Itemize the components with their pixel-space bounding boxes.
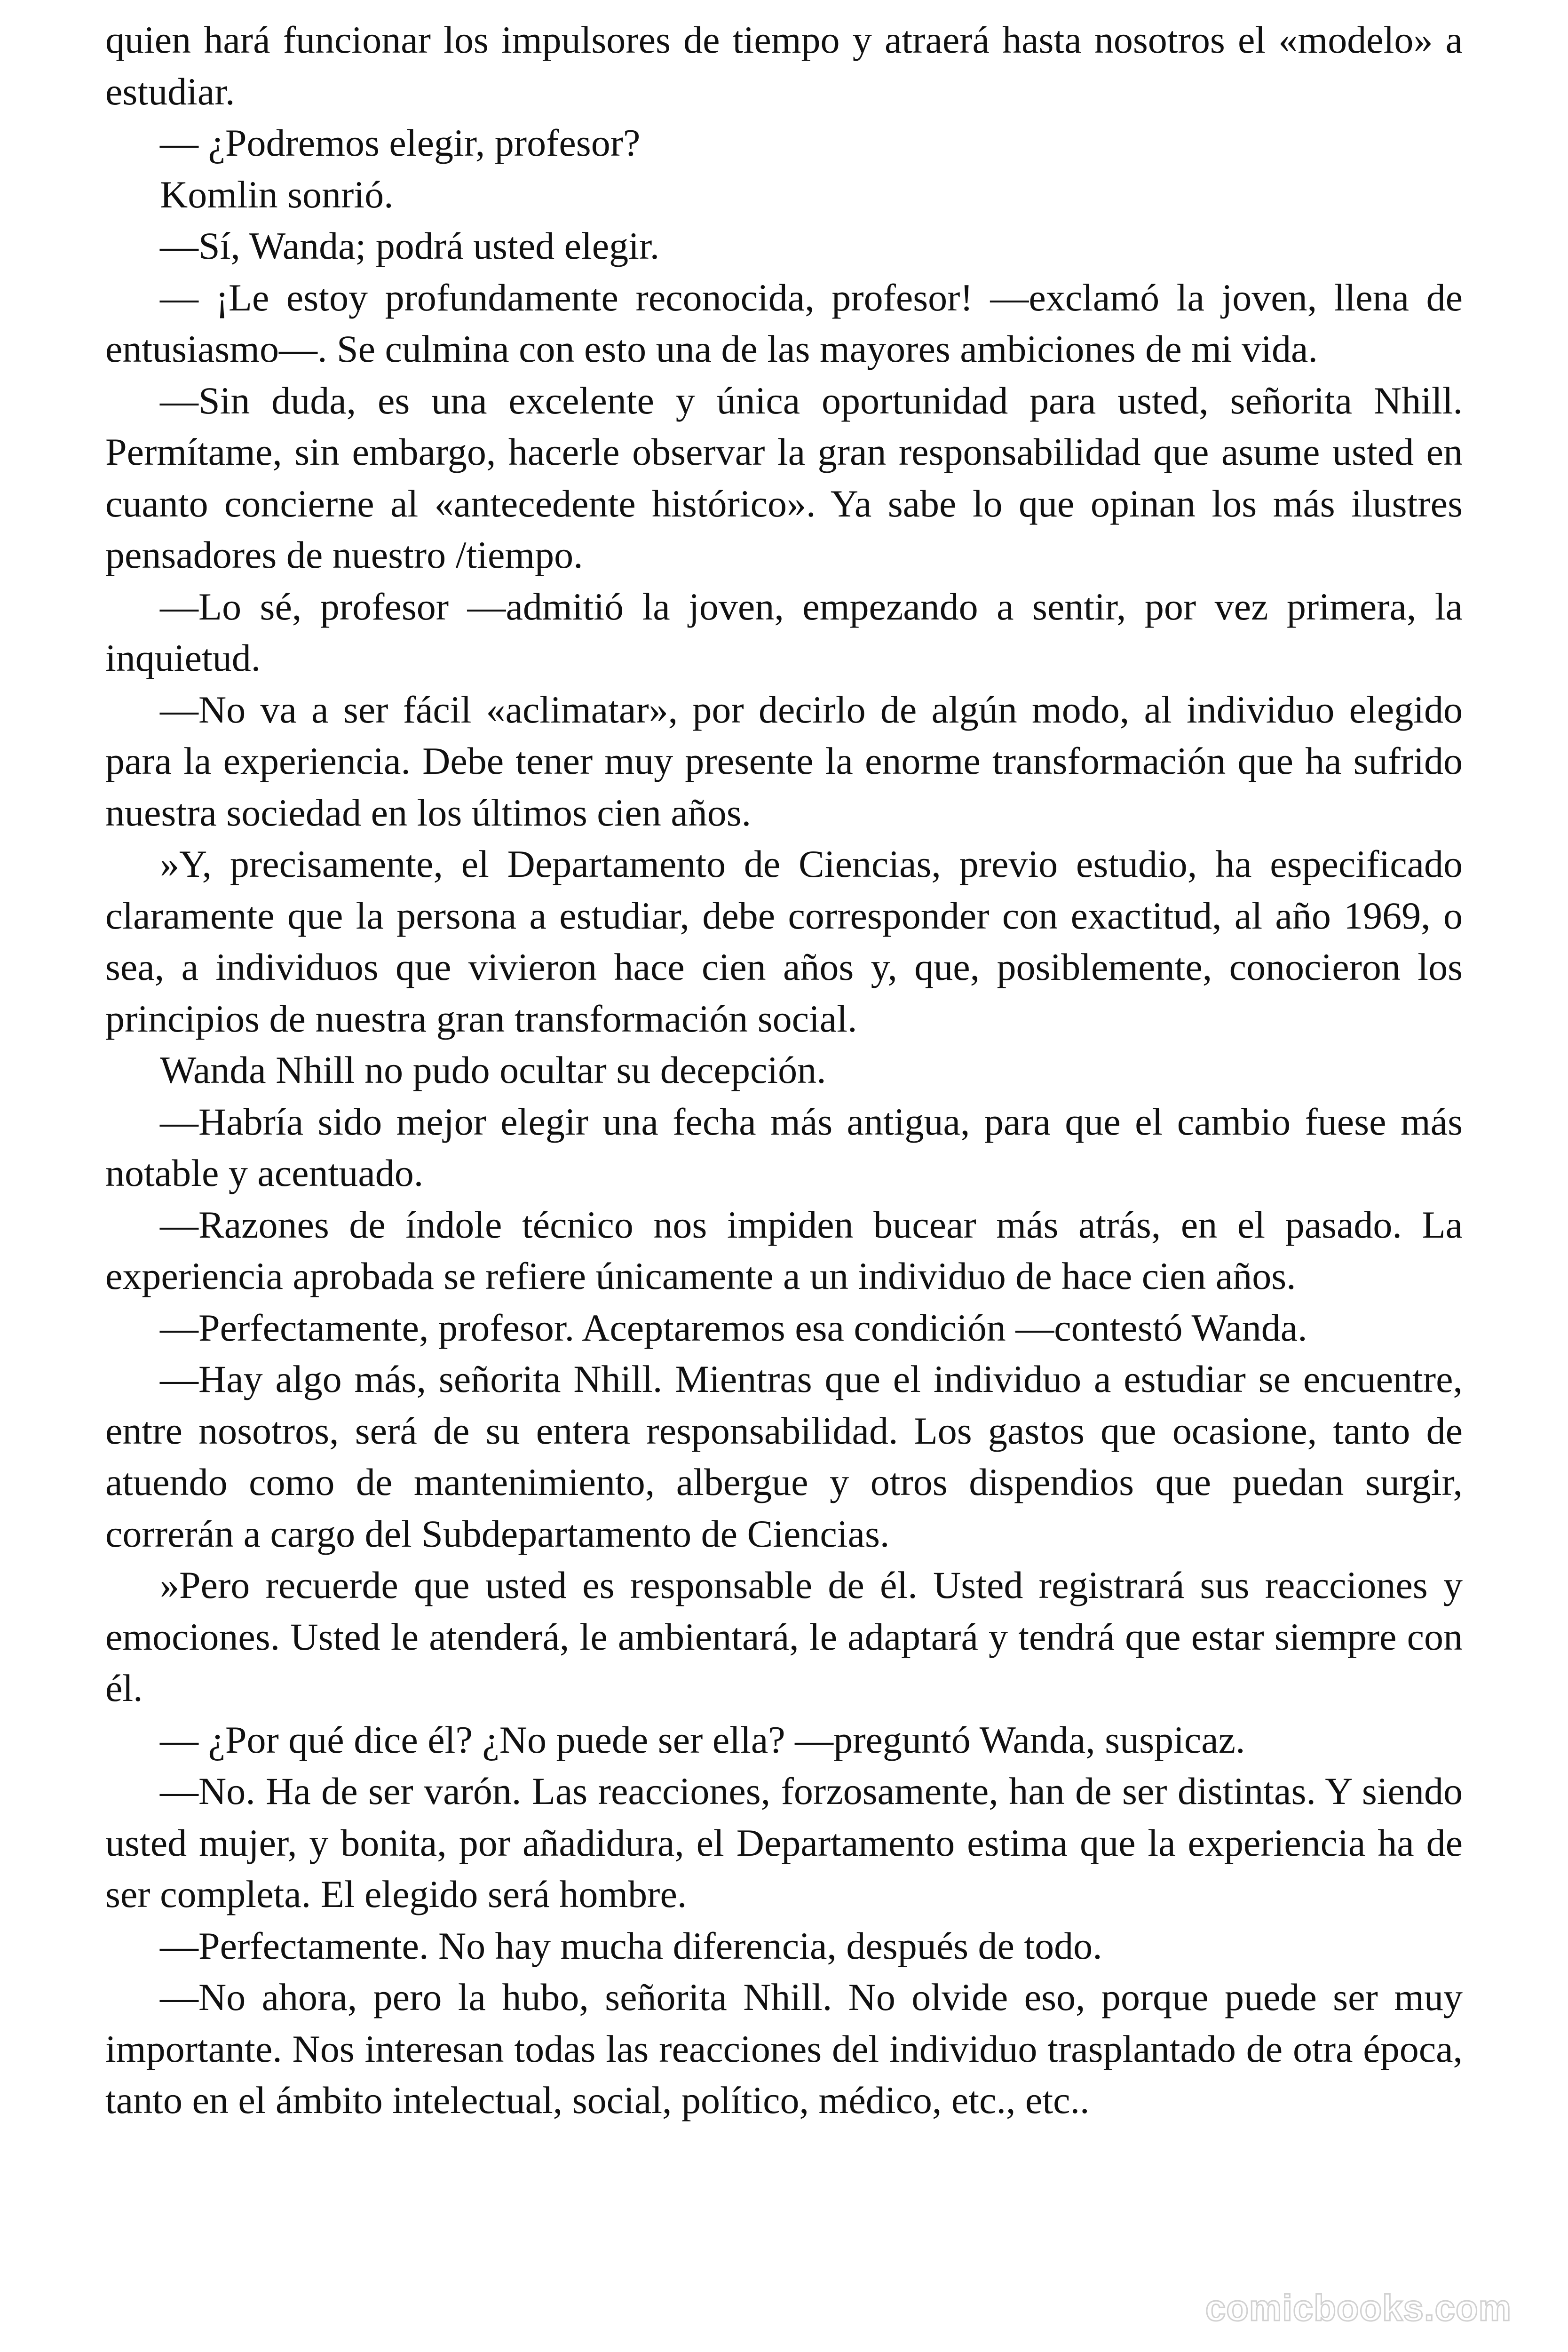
paragraph-17: —No. Ha de ser varón. Las reacciones, forzosamente, han de ser distintas. Y siendo usted mujer, y bonita, por añadidura, el Departamento estima que la experiencia ha de ser completa. El elegido será hombre. <box>105 1770 1463 1915</box>
paragraph-7: —Lo sé, profesor —admitió la joven, empezando a sentir, por vez primera, la inquietud. <box>105 585 1463 679</box>
paragraph-19: —No ahora, pero la hubo, señorita Nhill. No olvide eso, porque puede ser muy importante. Nos interesan todas las reacciones del individuo trasplantado de otra época, tanto en el ámbito intelectual, social, político, médico, etc., etc.. <box>105 1976 1463 2122</box>
paragraph-14: —Hay algo más, señorita Nhill. Mientras que el individuo a estudiar se encuentre, entre nosotros, será de su entera responsabilidad. Los gastos que ocasione, tanto de atuendo como de mantenimiento, albergue y otros dispendios que puedan surgir, correrán a cargo del Subdepartamento de Ciencias. <box>105 1358 1463 1555</box>
paragraph-8: —No va a ser fácil «aclimatar», por decirlo de algún modo, al individuo elegido para la experiencia. Debe tener muy presente la enorme transformación que ha sufrido nuestra sociedad en los últimos cien años. <box>105 688 1463 834</box>
paragraph-2: — ¿Podremos elegir, profesor? <box>160 121 641 164</box>
paragraph-9: »Y, precisamente, el Departamento de Ciencias, previo estudio, ha especificado claramente que la persona a estudiar, debe corresponder con exactitud, al año 1969, o sea, a individuos que vivieron hace cien años y, que, posiblemente, conocieron los principios de nuestra gran transformación social. <box>105 842 1463 1040</box>
paragraph-10: Wanda Nhill no pudo ocultar su decepción. <box>160 1049 826 1091</box>
paragraph-3: Komlin sonrió. <box>160 173 394 216</box>
paragraph-18: —Perfectamente. No hay mucha diferencia, después de todo. <box>160 1924 1102 1967</box>
paragraph-1: quien hará funcionar los impulsores de tiempo y atraerá hasta nosotros el «modelo» a estudiar. <box>105 18 1463 113</box>
paragraph-11: —Habría sido mejor elegir una fecha más antigua, para que el cambio fuese más notable y acentuado. <box>105 1100 1463 1194</box>
paragraph-4: —Sí, Wanda; podrá usted elegir. <box>160 224 660 267</box>
paragraph-13: —Perfectamente, profesor. Aceptaremos esa condición —contestó Wanda. <box>160 1306 1307 1349</box>
paragraph-15: »Pero recuerde que usted es responsable de él. Usted registrará sus reacciones y emociones. Usted le atenderá, le ambientará, le adaptará y tendrá que estar siempre con él. <box>105 1564 1463 1709</box>
book-page <box>105 14 1463 2126</box>
paragraph-6: —Sin duda, es una excelente y única oportunidad para usted, señorita Nhill. Permítame, sin embargo, hacerle observar la gran responsabilidad que asume usted en cuanto concierne al «antecedente histórico». Ya sabe lo que opinan los más ilustres pensadores de nuestro /tiempo. <box>105 379 1463 576</box>
paragraph-16: — ¿Por qué dice él? ¿No puede ser ella? —preguntó Wanda, suspicaz. <box>160 1718 1245 1761</box>
paragraph-5: — ¡Le estoy profundamente reconocida, profesor! —exclamó la joven, llena de entusiasmo—. Se culmina con esto una de las mayores ambiciones de mi vida. <box>105 276 1463 370</box>
paragraph-12: —Razones de índole técnico nos impiden bucear más atrás, en el pasado. La experiencia aprobada se refiere únicamente a un individuo de hace cien años. <box>105 1203 1463 1297</box>
watermark: comicbooks.com <box>1205 2287 1512 2328</box>
